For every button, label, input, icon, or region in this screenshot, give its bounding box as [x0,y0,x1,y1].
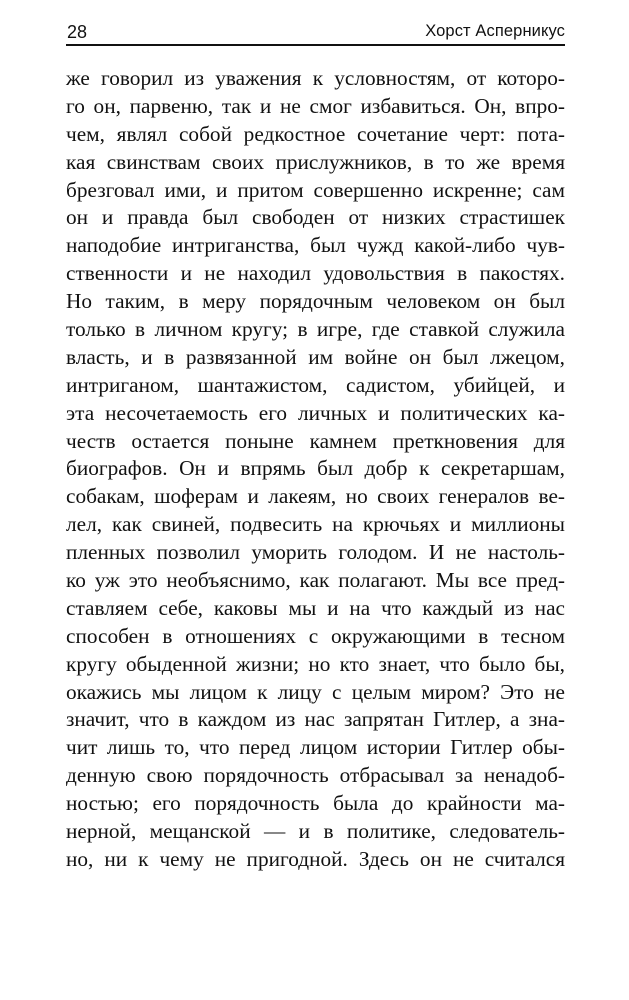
text-line: власть, и в развязанной им войне он был лжецом, [66,344,565,369]
text-line: ко уж это необъяснимо, как полагают. Мы все пред- [66,568,565,593]
text-line: кая свинствам своих прислужников, в то же время [66,149,565,174]
text-line: интриганом, шантажистом, садистом, убийцей, и [66,372,565,397]
text-line: кругу обыденной жизни; но кто знает, что было бы, [66,651,565,676]
text-line: значит, что в каждом из нас запрятан Гитлер, а зна- [66,707,565,732]
text-line: чит лишь то, что перед лицом истории Гитлер обы- [66,735,565,760]
text-line: окажись мы лицом к лицу с целым миром? Это не [66,679,565,704]
text-line: пленных позволил уморить голодом. И не настоль- [66,540,565,565]
text-line: способен в отношениях с окружающими в тесном [66,623,565,648]
body-text [66,65,565,874]
text-line: же говорил из уважения к условностям, от которо- [66,66,565,90]
text-line: он и правда был свободен от низких страстишек [66,205,565,230]
text-line: Но таким, в меру порядочным человеком он был [66,289,565,314]
text-line: чем, являл собой редкостное сочетание черт: пота- [66,121,565,146]
text-line: эта несочетаемость его личных и политических ка- [66,400,565,425]
text-line: ностью; его порядочность была до крайности ма- [66,791,565,816]
text-line: честв остается поныне камнем преткновения для [66,428,565,453]
running-header [66,18,565,46]
text-line: брезговал ими, и притом совершенно искренне; сам [66,177,565,202]
text-line: биографов. Он и впрямь был добр к секретаршам, [66,456,565,481]
text-line: наподобие интриганства, был чужд какой-либо чув- [66,233,565,258]
running-title: Хорст Асперникус [425,22,565,40]
text-line: ственности и не находил удовольствия в пакостях. [66,261,565,286]
text-line: только в личном кругу; в игре, где ставкой служила [66,317,565,342]
text-line: денную свою порядочность отбрасывал за ненадоб- [66,763,565,788]
text-line: но, ни к чему не пригодной. Здесь он не считался [66,846,565,871]
text-line: го он, парвеню, так и не смог избавиться. Он, впро- [66,93,565,118]
text-line: нерной, мещанской — и в политике, следователь- [66,819,565,844]
text-line: ставляем себе, каковы мы и на что каждый из нас [66,595,565,620]
text-line: собакам, шоферам и лакеям, но своих генералов ве- [66,484,565,509]
page-number: 28 [67,22,88,42]
text-line: лел, как свиней, подвесить на крючьях и миллионы [66,512,565,537]
